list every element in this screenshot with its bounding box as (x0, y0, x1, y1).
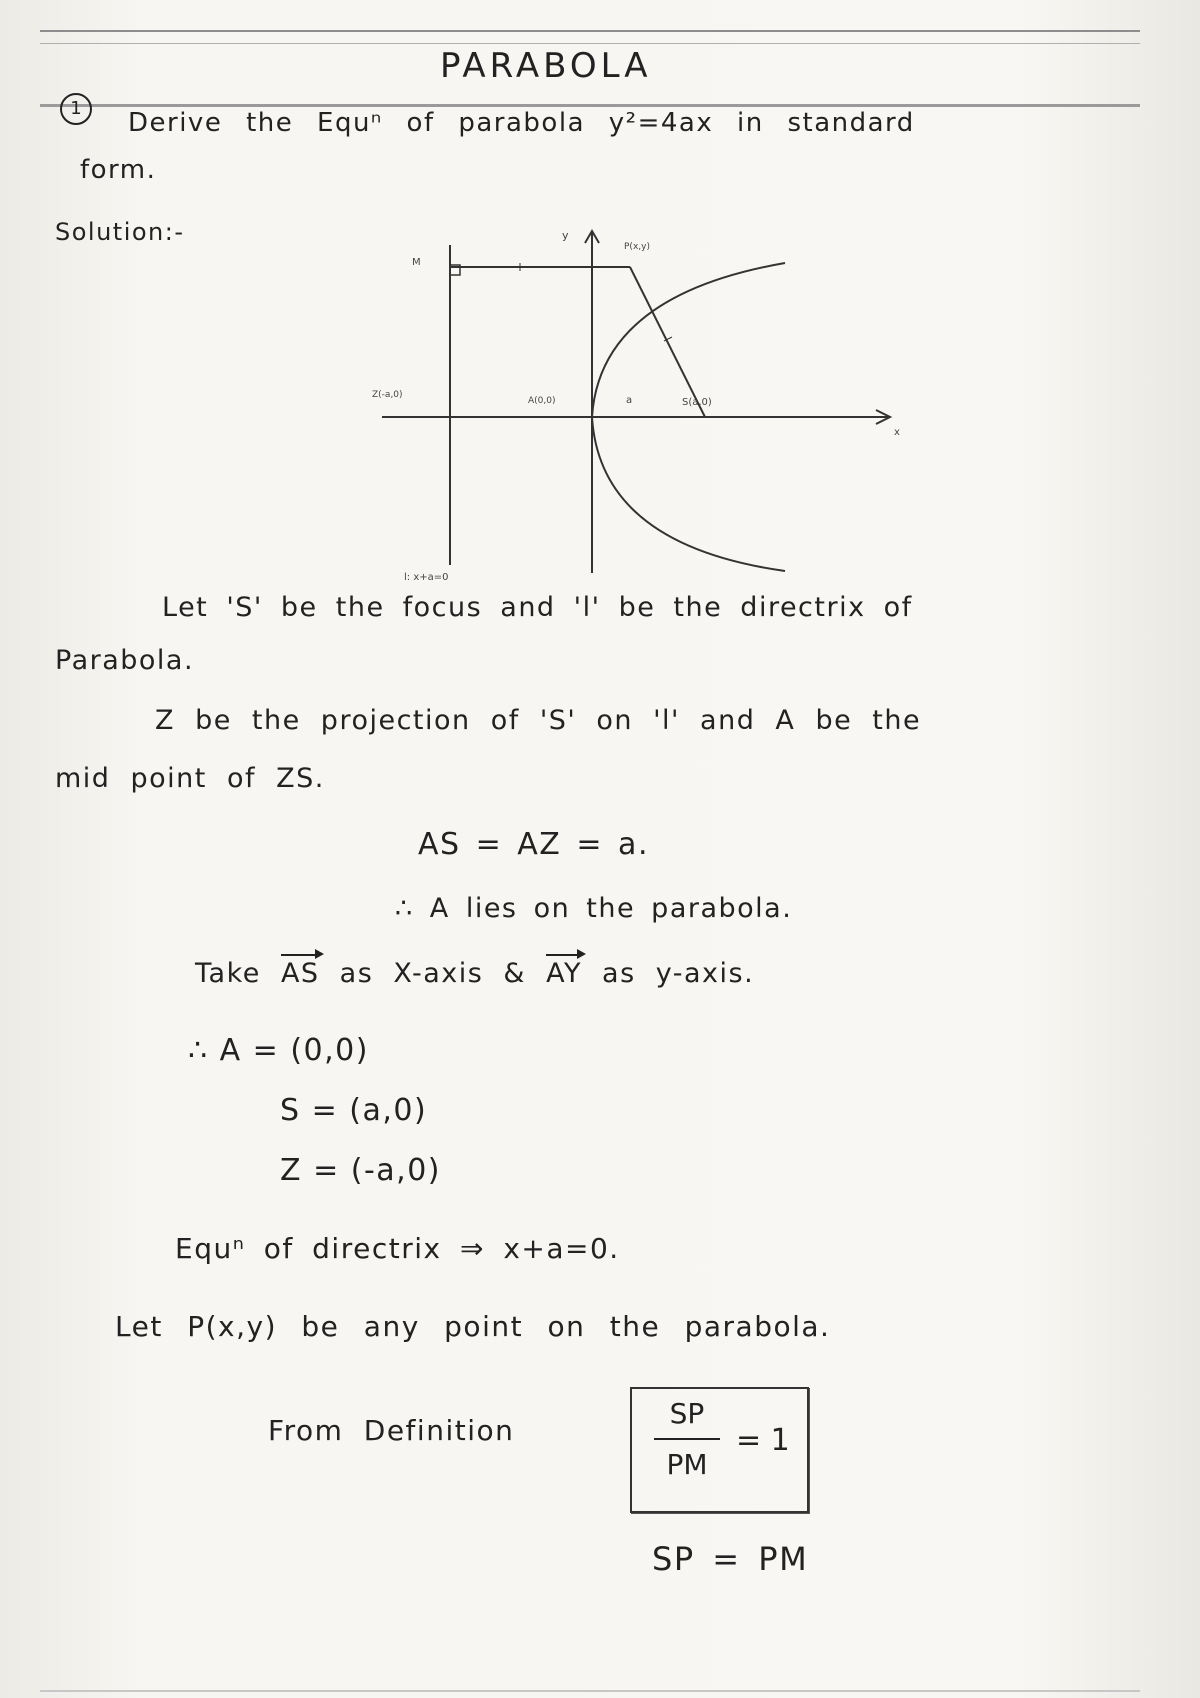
point-p-statement: Let P(x,y) be any point on the parabola. (115, 1310, 831, 1343)
text-line-projection: Z be the projection of 'S' on 'l' and A be the (155, 705, 922, 736)
directrix-label: l: x+a=0 (404, 572, 449, 583)
parabola-diagram (370, 225, 920, 585)
y-axis-label: y (562, 229, 569, 242)
from-definition: From Definition (268, 1414, 515, 1447)
page-rule (40, 30, 1140, 32)
equals-one: = 1 (736, 1423, 790, 1458)
point-m-label: M (412, 257, 421, 268)
text-line-midpoint: mid point of ZS. (55, 763, 325, 794)
directrix-equation: Equⁿ of directrix ⇒ x+a=0. (175, 1232, 620, 1265)
statement-a-lies: ∴ A lies on the parabola. (395, 893, 793, 924)
coordinate-s: S = (a,0) (280, 1093, 428, 1128)
question-text-line-1: Derive the Equⁿ of parabola y²=4ax in standard (128, 108, 915, 138)
question-number: 1 (60, 93, 92, 125)
x-axis-label: x (894, 427, 900, 438)
page-rule (40, 43, 1140, 44)
point-z-label: Z(-a,0) (372, 390, 403, 400)
take-suffix: as y-axis. (602, 958, 755, 989)
page-title: PARABOLA (440, 46, 652, 86)
axes-statement (195, 958, 754, 989)
point-a-label: A(0,0) (528, 396, 556, 406)
coordinate-z: Z = (-a,0) (280, 1153, 442, 1188)
fraction-numerator: SP (654, 1397, 720, 1440)
take-prefix: Take (195, 958, 261, 989)
vector-ay: AY (546, 954, 582, 989)
point-p-label: P(x,y) (624, 242, 650, 252)
text-line-focus-directrix: Let 'S' be the focus and 'l' be the directrix of (162, 592, 913, 623)
take-mid: as X-axis & (339, 958, 526, 989)
page-rule (40, 1690, 1140, 1692)
fraction-sp-pm (654, 1397, 720, 1481)
result-sp-pm: SP = PM (652, 1540, 809, 1578)
text-line-parabola: Parabola. (55, 645, 195, 676)
distance-a-label: a (626, 395, 633, 406)
solution-label: Solution:- (55, 218, 185, 246)
definition-box (630, 1387, 809, 1513)
fraction-denominator: PM (666, 1448, 708, 1481)
coordinate-a: ∴ A = (0,0) (188, 1033, 369, 1068)
vector-as: AS (281, 954, 320, 989)
equation-as-az: AS = AZ = a. (418, 827, 649, 862)
page-rule (40, 104, 1140, 107)
point-s-label: S(a,0) (682, 397, 712, 408)
question-text-line-2: form. (80, 155, 157, 185)
